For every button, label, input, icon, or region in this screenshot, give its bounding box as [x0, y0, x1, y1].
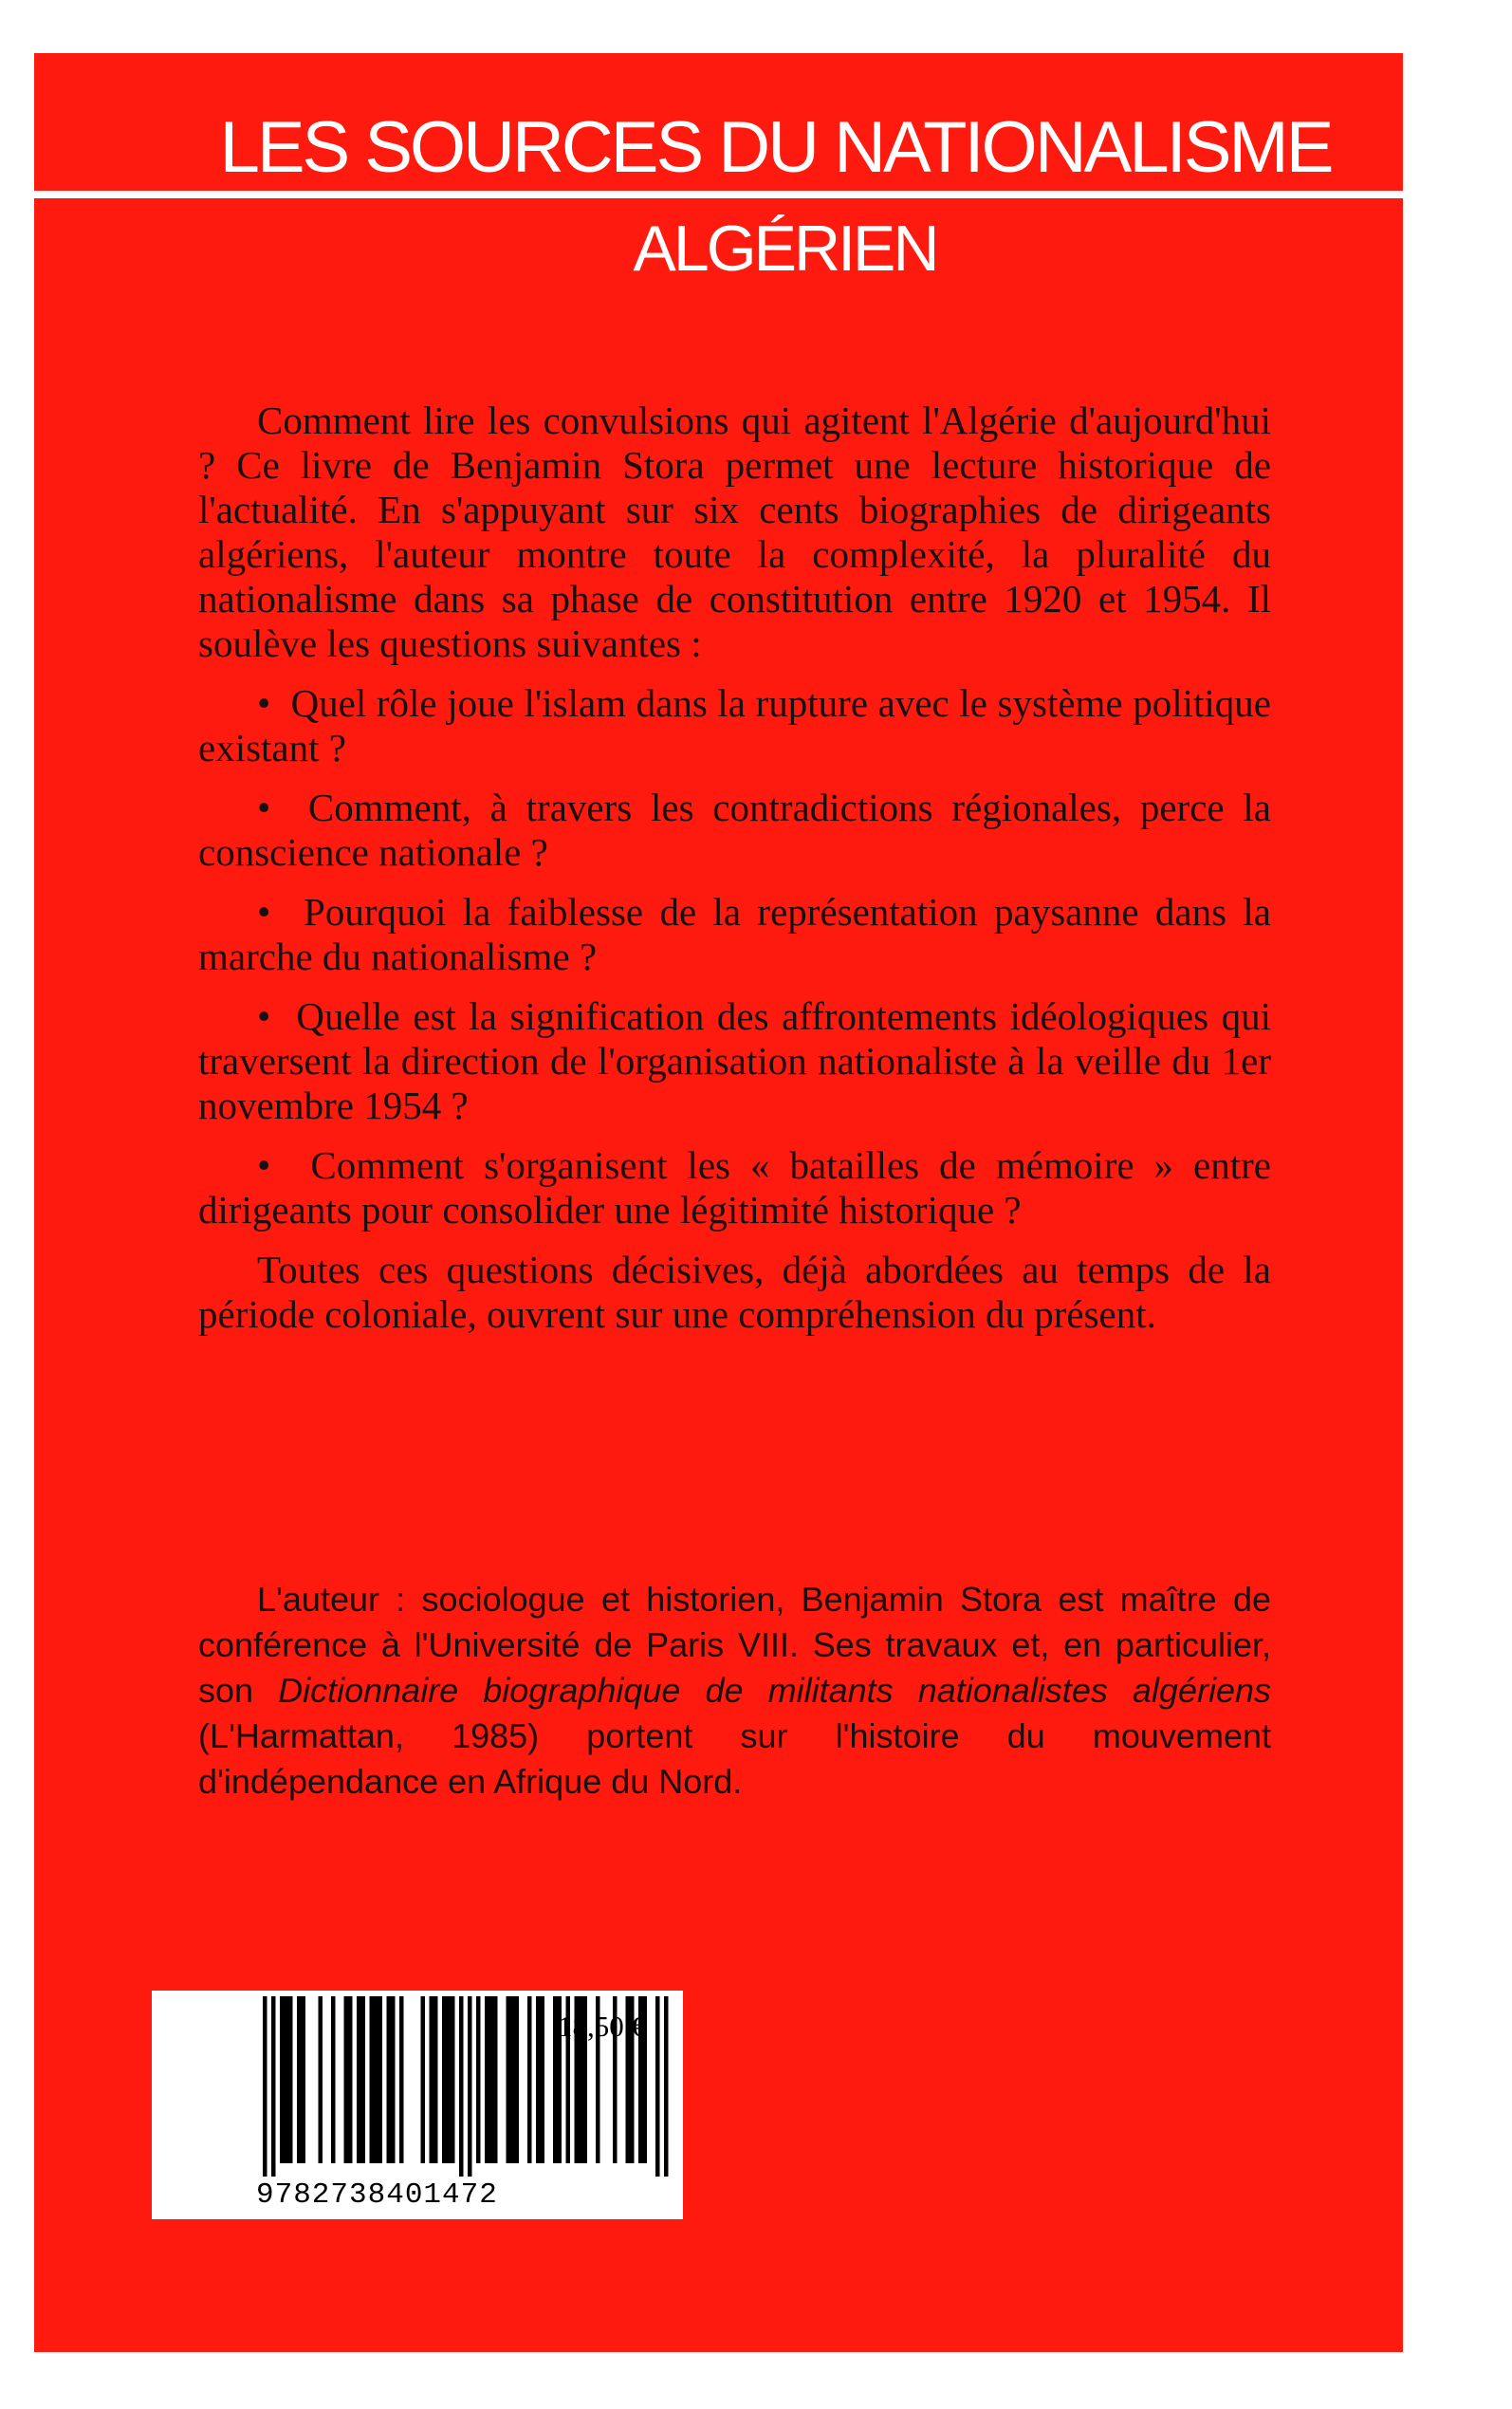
- author-book-title: Dictionnaire biographique de militants nationalistes algériens: [278, 1671, 1271, 1710]
- barcode-bar: [331, 1996, 336, 2163]
- bullet-text: Pourquoi la faiblesse de la représentation paysanne dans la marche du nationalisme ?: [198, 890, 1271, 978]
- isbn-number: 9782738401472: [256, 2178, 498, 2212]
- author-text-before: L'auteur : sociologue et historien, Benjamin Stora est maître de conférence à l'Université de Paris VIII. Ses travaux et, en particulier, son: [198, 1580, 1271, 1710]
- bullet-text: Comment, à travers les contradictions régionales, perce la conscience nationale ?: [198, 786, 1271, 874]
- barcode-bar: [507, 1996, 520, 2163]
- barcode-bar: [319, 1996, 323, 2163]
- barcode-bar: [527, 1996, 532, 2163]
- bullet-text: Quelle est la signification des affrontements idéologiques qui traversent la direction de l'organisation nationaliste à la veille du 1er novembre 1954 ?: [198, 994, 1272, 1127]
- blurb-bullet-1: • Quel rôle joue l'islam dans la rupture avec le système politique existant ?: [198, 681, 1271, 769]
- title-line-2: ALGÉRIEN: [633, 213, 937, 285]
- author-bio: [198, 1577, 1271, 1805]
- barcode-bar: [263, 1996, 267, 2177]
- price-label: 18,50 €: [558, 2010, 646, 2043]
- barcode-bar: [399, 1996, 404, 2163]
- barcode-bar: [344, 1996, 353, 2163]
- blurb-bullet-4: • Quelle est la signification des affrontements idéologiques qui traversent la direction de l'organisation nationaliste à la veille du 1er novembre 1954 ?: [198, 994, 1272, 1127]
- blurb-conclusion: Toutes ces questions décisives, déjà abordées au temps de la période coloniale, ouvrent sur une compréhension du présent.: [198, 1248, 1271, 1336]
- barcode-bar: [370, 1996, 383, 2163]
- blurb-bullet-3: • Pourquoi la faiblesse de la représentation paysanne dans la marche du nationalisme ?: [198, 890, 1271, 978]
- barcode-bar: [430, 1996, 438, 2163]
- barcode-bar: [664, 1996, 669, 2177]
- bullet-text: Quel rôle joue l'islam dans la rupture avec le système politique existant ?: [198, 681, 1271, 769]
- blurb: [198, 398, 1271, 1352]
- blurb-bullet-2: • Comment, à travers les contradictions régionales, perce la conscience nationale ?: [198, 786, 1271, 874]
- title-line-1: LES SOURCES DU NATIONALISME: [219, 107, 1332, 188]
- blurb-intro: Comment lire les convulsions qui agitent l'Algérie d'aujourd'hui ? Ce livre de Benjamin Stora permet une lecture historique de l'actualité. En s'appuyant sur six cents biographies de dirigeants algériens, l'auteur montre toute la complexité, la pluralité du nationalisme dans sa phase de constitution entre 1920 et 1954. Il soulève les questions suivantes :: [198, 398, 1271, 665]
- barcode-bar: [485, 1996, 498, 2163]
- barcode-bar: [271, 1996, 276, 2177]
- barcode-bar: [468, 1996, 472, 2177]
- barcode-bar: [655, 1996, 660, 2177]
- barcode-bar: [297, 1996, 305, 2163]
- barcode-bar: [421, 1996, 426, 2163]
- barcode-bar: [459, 1996, 464, 2177]
- barcode-bar: [357, 1996, 365, 2163]
- barcode-bar: [387, 1996, 396, 2163]
- author-paragraph: [198, 1577, 1271, 1805]
- blurb-bullet-5: • Comment s'organisent les « batailles de mémoire » entre dirigeants pour consolider une légitimité historique ?: [198, 1143, 1271, 1232]
- barcode-bar: [536, 1996, 544, 2163]
- author-text-after: (L'Harmattan, 1985) portent sur l'histoire du mouvement d'indépendance en Afrique du Nord.: [198, 1716, 1271, 1801]
- barcode-bar: [442, 1996, 455, 2163]
- barcode-bar: [476, 1996, 481, 2163]
- bullet-text: Comment s'organisent les « batailles de mémoire » entre dirigeants pour consolider une légitimité historique ?: [198, 1143, 1271, 1232]
- title-divider: [34, 191, 1403, 198]
- barcode-bar: [280, 1996, 293, 2163]
